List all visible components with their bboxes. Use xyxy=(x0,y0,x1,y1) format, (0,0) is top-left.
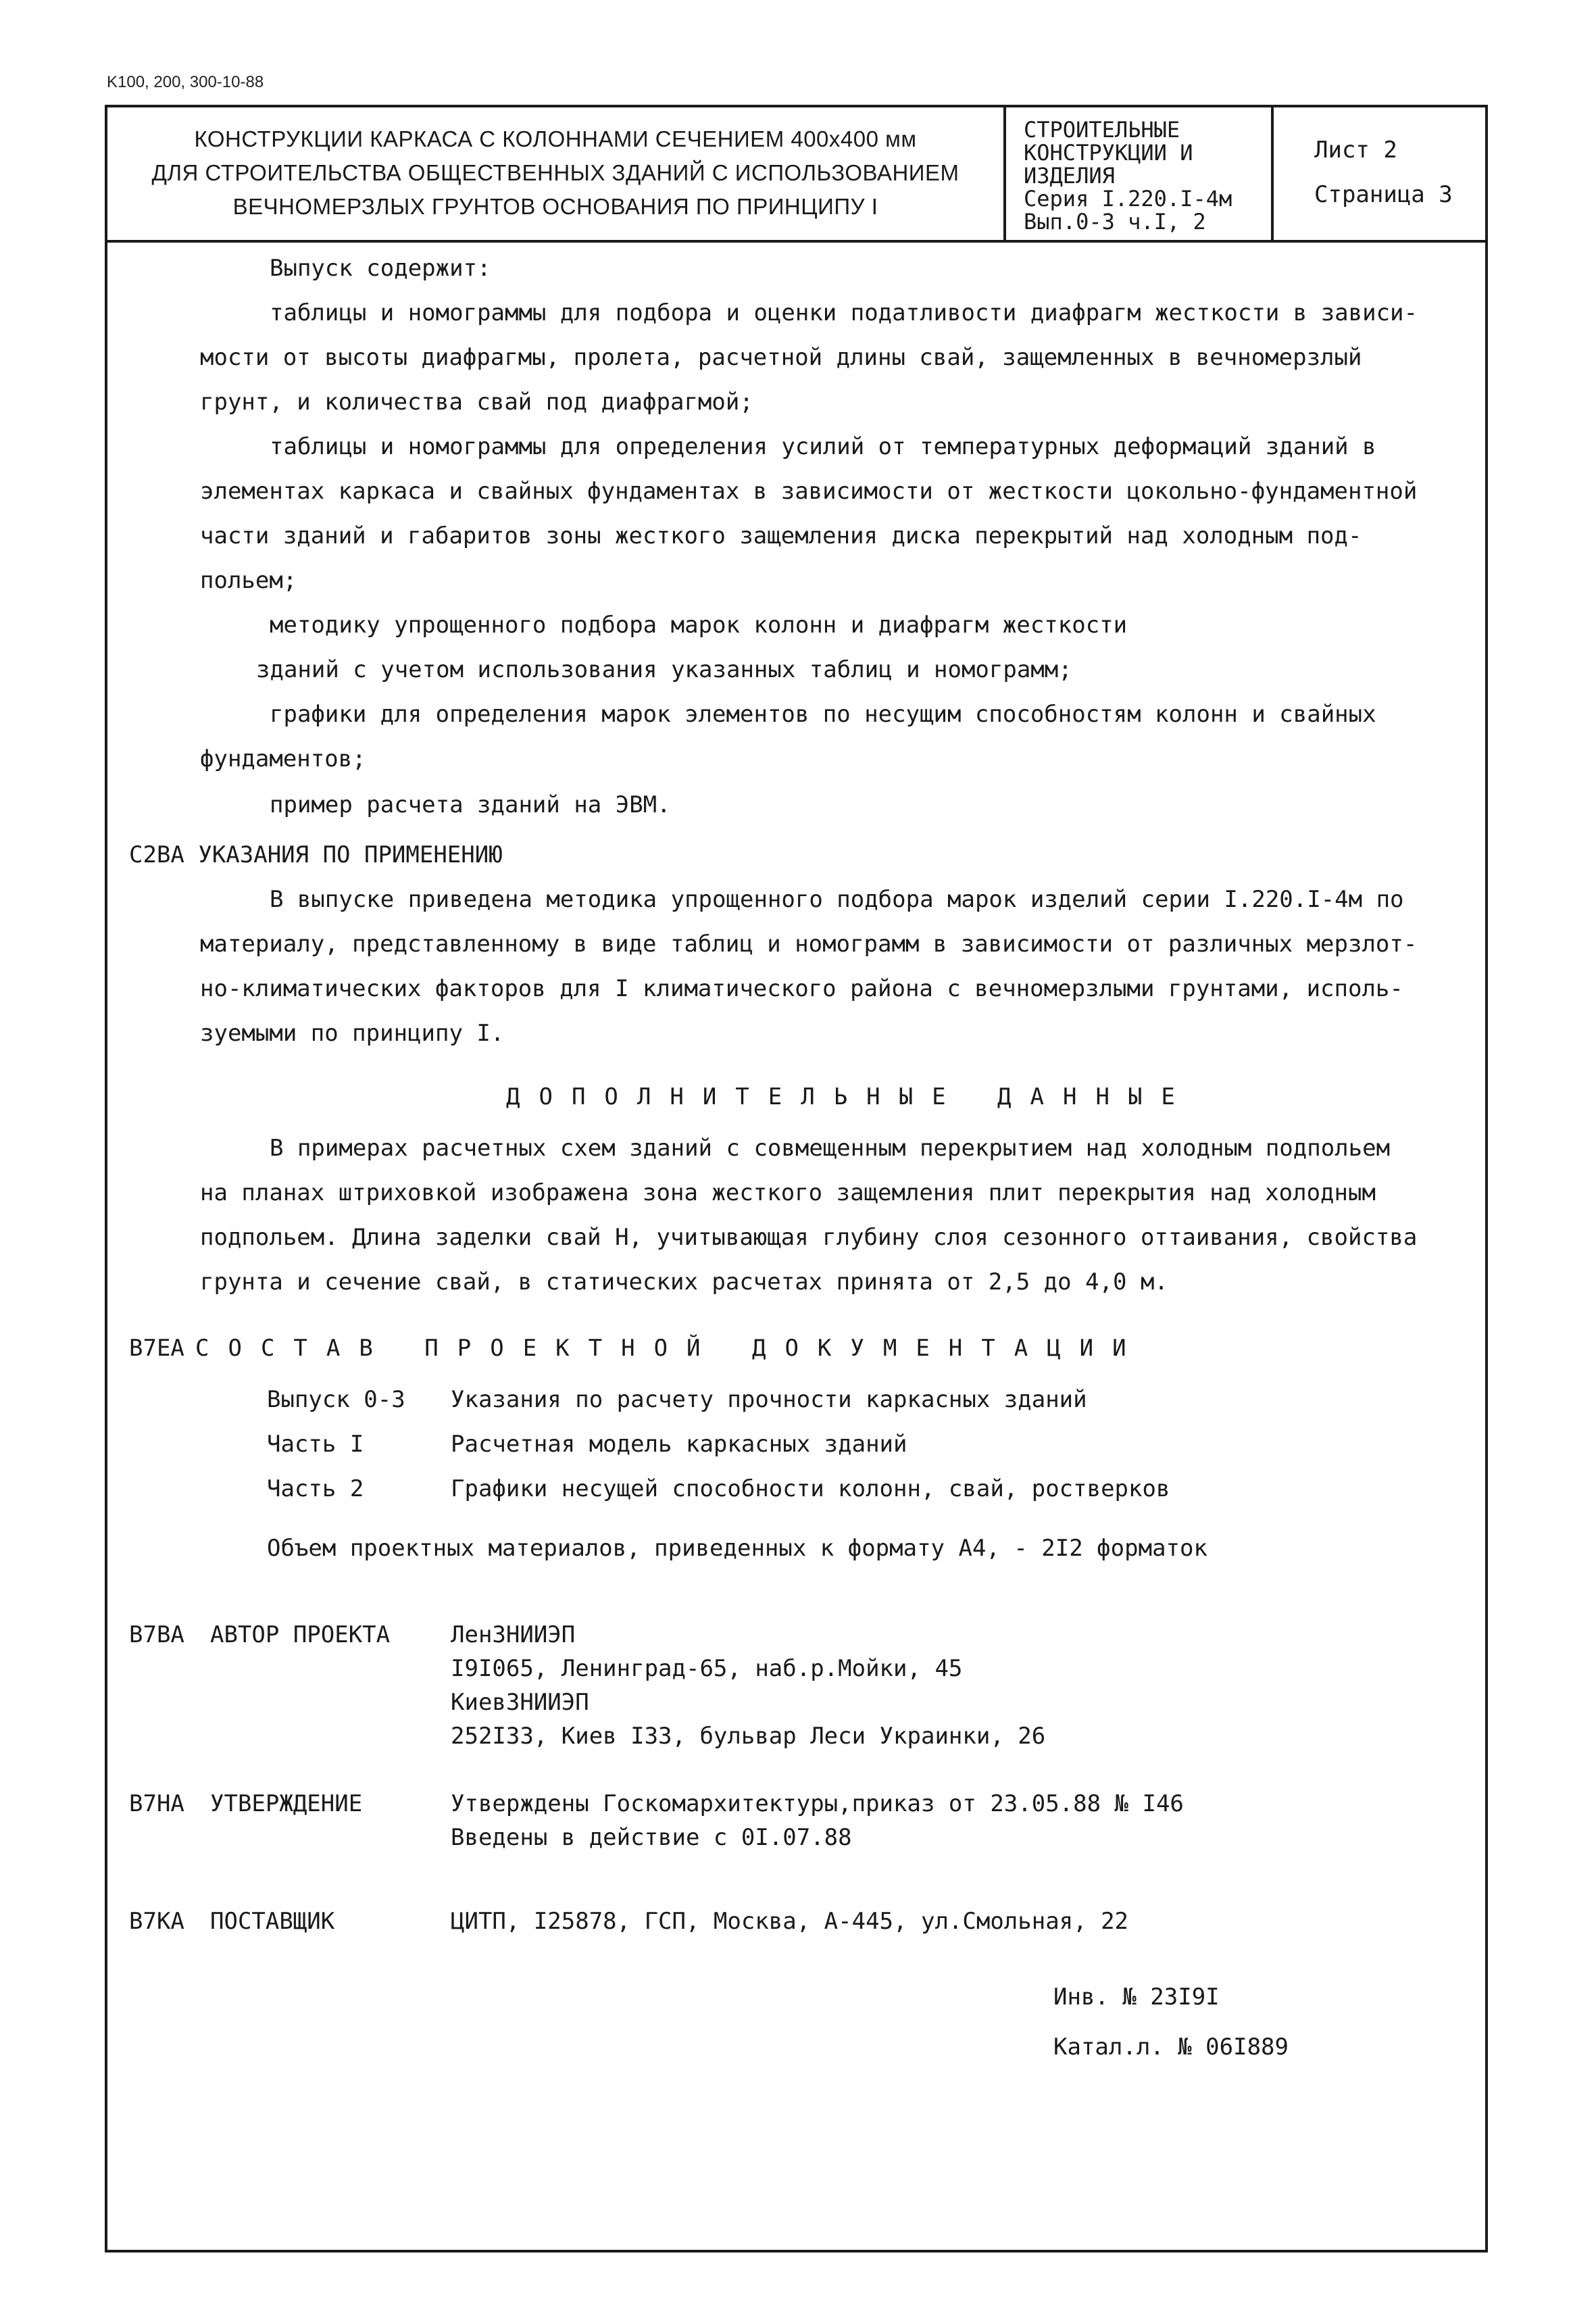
composition-desc: Графики несущей способности колонн, свай, ростверков xyxy=(451,1475,1170,1502)
author-label: АВТОР ПРОЕКТА xyxy=(210,1621,391,1648)
catalog-number: Катал.л. № 06I889 xyxy=(1053,2034,1289,2061)
title-block xyxy=(107,107,1485,243)
contents-line: фундаментов; xyxy=(200,745,366,772)
supplier-label: ПОСТАВЩИК xyxy=(210,1908,335,1935)
composition-part: Выпуск 0-3 xyxy=(267,1386,405,1413)
contents-line: таблицы и номограммы для подбора и оценки податливости диафрагм жесткости в зависи- xyxy=(270,299,1418,326)
usage-line: зуемыми по принципу I. xyxy=(200,1020,505,1047)
approval-line: Введены в действие с 0I.07.88 xyxy=(451,1824,852,1851)
additional-line: на планах штриховкой изображена зона жесткого защемления плит перекрытия над холодным xyxy=(200,1179,1376,1206)
additional-heading: ДОПОЛНИТЕЛЬНЫЕ ДАННЫЕ xyxy=(506,1083,1194,1110)
composition-desc: Расчетная модель каркасных зданий xyxy=(451,1431,907,1458)
author-line: 252I33, Киев I33, бульвар Леси Украинки, 26 xyxy=(451,1723,1046,1750)
series-line: Серия I.220.I-4м xyxy=(1024,186,1232,212)
contents-line: зданий с учетом использования указанных таблиц и номограмм; xyxy=(256,656,1072,683)
contents-line: графики для определения марок элементов по несущим способностям колонн и свайных xyxy=(270,701,1376,728)
contents-line: грунт, и количества свай под диафрагмой; xyxy=(200,389,753,416)
series-line: СТРОИТЕЛЬНЫЕ xyxy=(1024,117,1180,143)
approval-code: В7НА xyxy=(129,1790,184,1817)
contents-heading: Выпуск содержит: xyxy=(270,255,491,282)
title-line: ДЛЯ СТРОИТЕЛЬСТВА ОБЩЕСТВЕННЫХ ЗДАНИЙ С ИСПОЛЬЗОВАНИЕМ xyxy=(151,160,959,185)
contents-line: мости от высоты диафрагмы, пролета, расчетной длины свай, защемленных в вечномерзлый xyxy=(200,344,1362,371)
usage-line: но-климатических факторов для I климатического района с вечномерзлыми грунтами, исполь- xyxy=(200,975,1403,1002)
composition-code: В7ЕА xyxy=(129,1335,184,1362)
page-frame xyxy=(105,105,1488,2253)
supplier-code: В7КА xyxy=(129,1908,184,1935)
approval-label: УТВЕРЖДЕНИЕ xyxy=(210,1790,363,1817)
series-cell xyxy=(1006,107,1274,240)
title-cell xyxy=(107,107,1006,240)
title-line: ВЕЧНОМЕРЗЛЫХ ГРУНТОВ ОСНОВАНИЯ ПО ПРИНЦИПУ I xyxy=(232,194,878,219)
additional-line: подпольем. Длина заделки свай Н, учитывающая глубину слоя сезонного оттаивания, свойства xyxy=(200,1224,1418,1251)
title-line: КОНСТРУКЦИИ КАРКАСА С КОЛОННАМИ СЕЧЕНИЕМ 400х400 мм xyxy=(194,126,917,151)
series-line: КОНСТРУКЦИИ И xyxy=(1024,140,1193,166)
page-number: Страница 3 xyxy=(1314,181,1453,208)
sheet-number: Лист 2 xyxy=(1314,137,1397,164)
composition-desc: Указания по расчету прочности каркасных зданий xyxy=(451,1386,1087,1413)
contents-line: методику упрощенного подбора марок колонн и диафрагм жесткости xyxy=(270,612,1128,639)
additional-line: В примерах расчетных схем зданий с совмещенным перекрытием над холодным подпольем xyxy=(270,1135,1391,1162)
supplier-text: ЦИТП, I25878, ГСП, Москва, А-445, ул.Смольная, 22 xyxy=(451,1908,1129,1935)
composition-volume: Объем проектных материалов, приведенных к формату А4, - 2I2 форматок xyxy=(267,1535,1207,1562)
additional-line: грунта и сечение свай, в статических расчетах принята от 2,5 до 4,0 м. xyxy=(200,1269,1168,1296)
series-line: Вып.0-3 ч.I, 2 xyxy=(1024,209,1206,235)
composition-part: Часть 2 xyxy=(267,1475,364,1502)
usage-heading: C2BA УКАЗАНИЯ ПО ПРИМЕНЕНИЮ xyxy=(129,841,503,868)
composition-heading: СОСТАВ ПРОЕКТНОЙ ДОКУМЕНТАЦИИ xyxy=(195,1335,1145,1362)
series-line: ИЗДЕЛИЯ xyxy=(1024,163,1115,189)
composition-part: Часть I xyxy=(267,1431,364,1458)
usage-line: В выпуске приведена методика упрощенного подбора марок изделий серии I.220.I-4м по xyxy=(270,886,1404,913)
contents-line: части зданий и габаритов зоны жесткого защемления диска перекрытий над холодным под- xyxy=(200,522,1362,549)
author-code: В7ВА xyxy=(129,1621,184,1648)
author-line: ЛенЗНИИЭП xyxy=(451,1621,576,1648)
inventory-number: Инв. № 23I9I xyxy=(1053,1984,1220,2011)
sheet-cell xyxy=(1274,107,1488,240)
usage-line: материалу, представленному в виде таблиц и номограмм в зависимости от различных мерзлот- xyxy=(200,931,1418,958)
approval-line: Утверждены Госкомархитектуры,приказ от 23.05.88 № I46 xyxy=(451,1790,1184,1817)
document-code: K100, 200, 300-10-88 xyxy=(107,73,264,91)
author-line: I9I065, Ленинград-65, наб.р.Мойки, 45 xyxy=(451,1655,963,1682)
contents-line: польем; xyxy=(200,567,297,594)
contents-line: пример расчета зданий на ЭВМ. xyxy=(270,791,671,818)
contents-line: элементах каркаса и свайных фундаментах в зависимости от жесткости цокольно-фундаментной xyxy=(200,478,1418,505)
author-line: КиевЗНИИЭП xyxy=(451,1689,589,1716)
contents-line: таблицы и номограммы для определения усилий от температурных деформаций зданий в xyxy=(270,433,1376,460)
